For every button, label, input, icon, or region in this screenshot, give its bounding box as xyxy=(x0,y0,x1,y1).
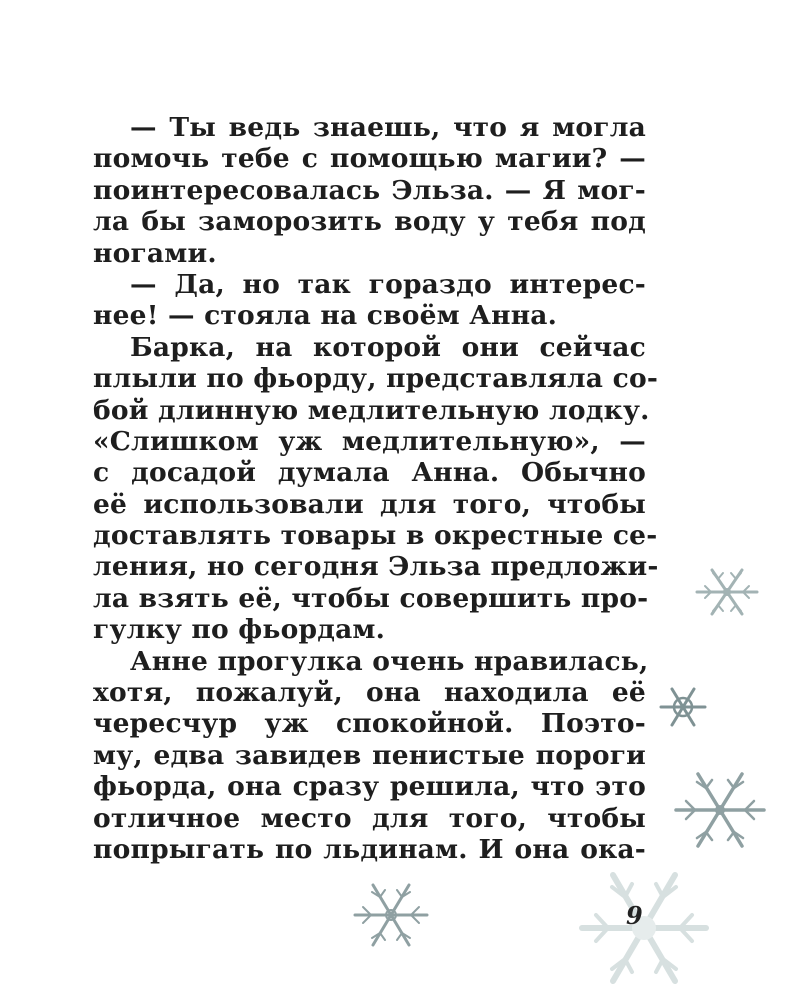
snowflake-icon xyxy=(574,868,714,988)
snowflake-icon xyxy=(692,566,762,618)
text-line: фьорда, она сразу решила, что это xyxy=(93,771,646,803)
text-line: доставлять товары в окрестные се- xyxy=(93,520,658,552)
text-line: Барка, на которой они сейчас xyxy=(130,331,646,363)
text-line: Анне прогулка очень нравилась, xyxy=(130,645,649,677)
text-line: чересчур уж спокойной. Поэто- xyxy=(93,708,646,740)
text-line: бой длинную медлительную лодку. xyxy=(93,394,650,426)
text-line: ления, но сегодня Эльза предложи- xyxy=(93,551,659,583)
text-line: плыли по фьорду, представляла со- xyxy=(93,363,659,395)
text-line: хотя, пожалуй, она находила её xyxy=(93,677,646,709)
snowflake-icon xyxy=(658,686,708,728)
text-line: — Да, но так гораздо интерес- xyxy=(130,268,646,300)
text-line: «Слишком уж медлительную», — xyxy=(93,425,646,457)
text-line: ла взять её, чтобы совершить про- xyxy=(93,582,649,614)
snowflake-icon xyxy=(352,882,430,948)
text-line: её использовали для того, чтобы xyxy=(93,488,646,520)
text-line: попрыгать по льдинам. И она ока- xyxy=(93,833,646,865)
page-number: 9 xyxy=(626,901,643,930)
text-line: — Ты ведь знаешь, что я могла xyxy=(130,112,646,143)
body-text xyxy=(93,112,659,865)
text-line: му, едва завидев пенистые пороги xyxy=(93,739,646,771)
text-line: помочь тебе с помощью магии? — xyxy=(93,143,646,175)
text-line: ла бы заморозить воду у тебя под xyxy=(93,206,646,238)
snowflake-icon xyxy=(672,770,768,850)
text-line: отличное место для того, чтобы xyxy=(93,802,646,834)
text-line: с досадой думала Анна. Обычно xyxy=(93,457,646,489)
text-line: поинтересовалась Эльза. — Я мог- xyxy=(93,174,646,206)
text-line: гулку по фьордам. xyxy=(93,614,386,646)
text-line: нее! — стояла на своём Анна. xyxy=(93,300,558,332)
text-line: ногами. xyxy=(93,237,217,269)
